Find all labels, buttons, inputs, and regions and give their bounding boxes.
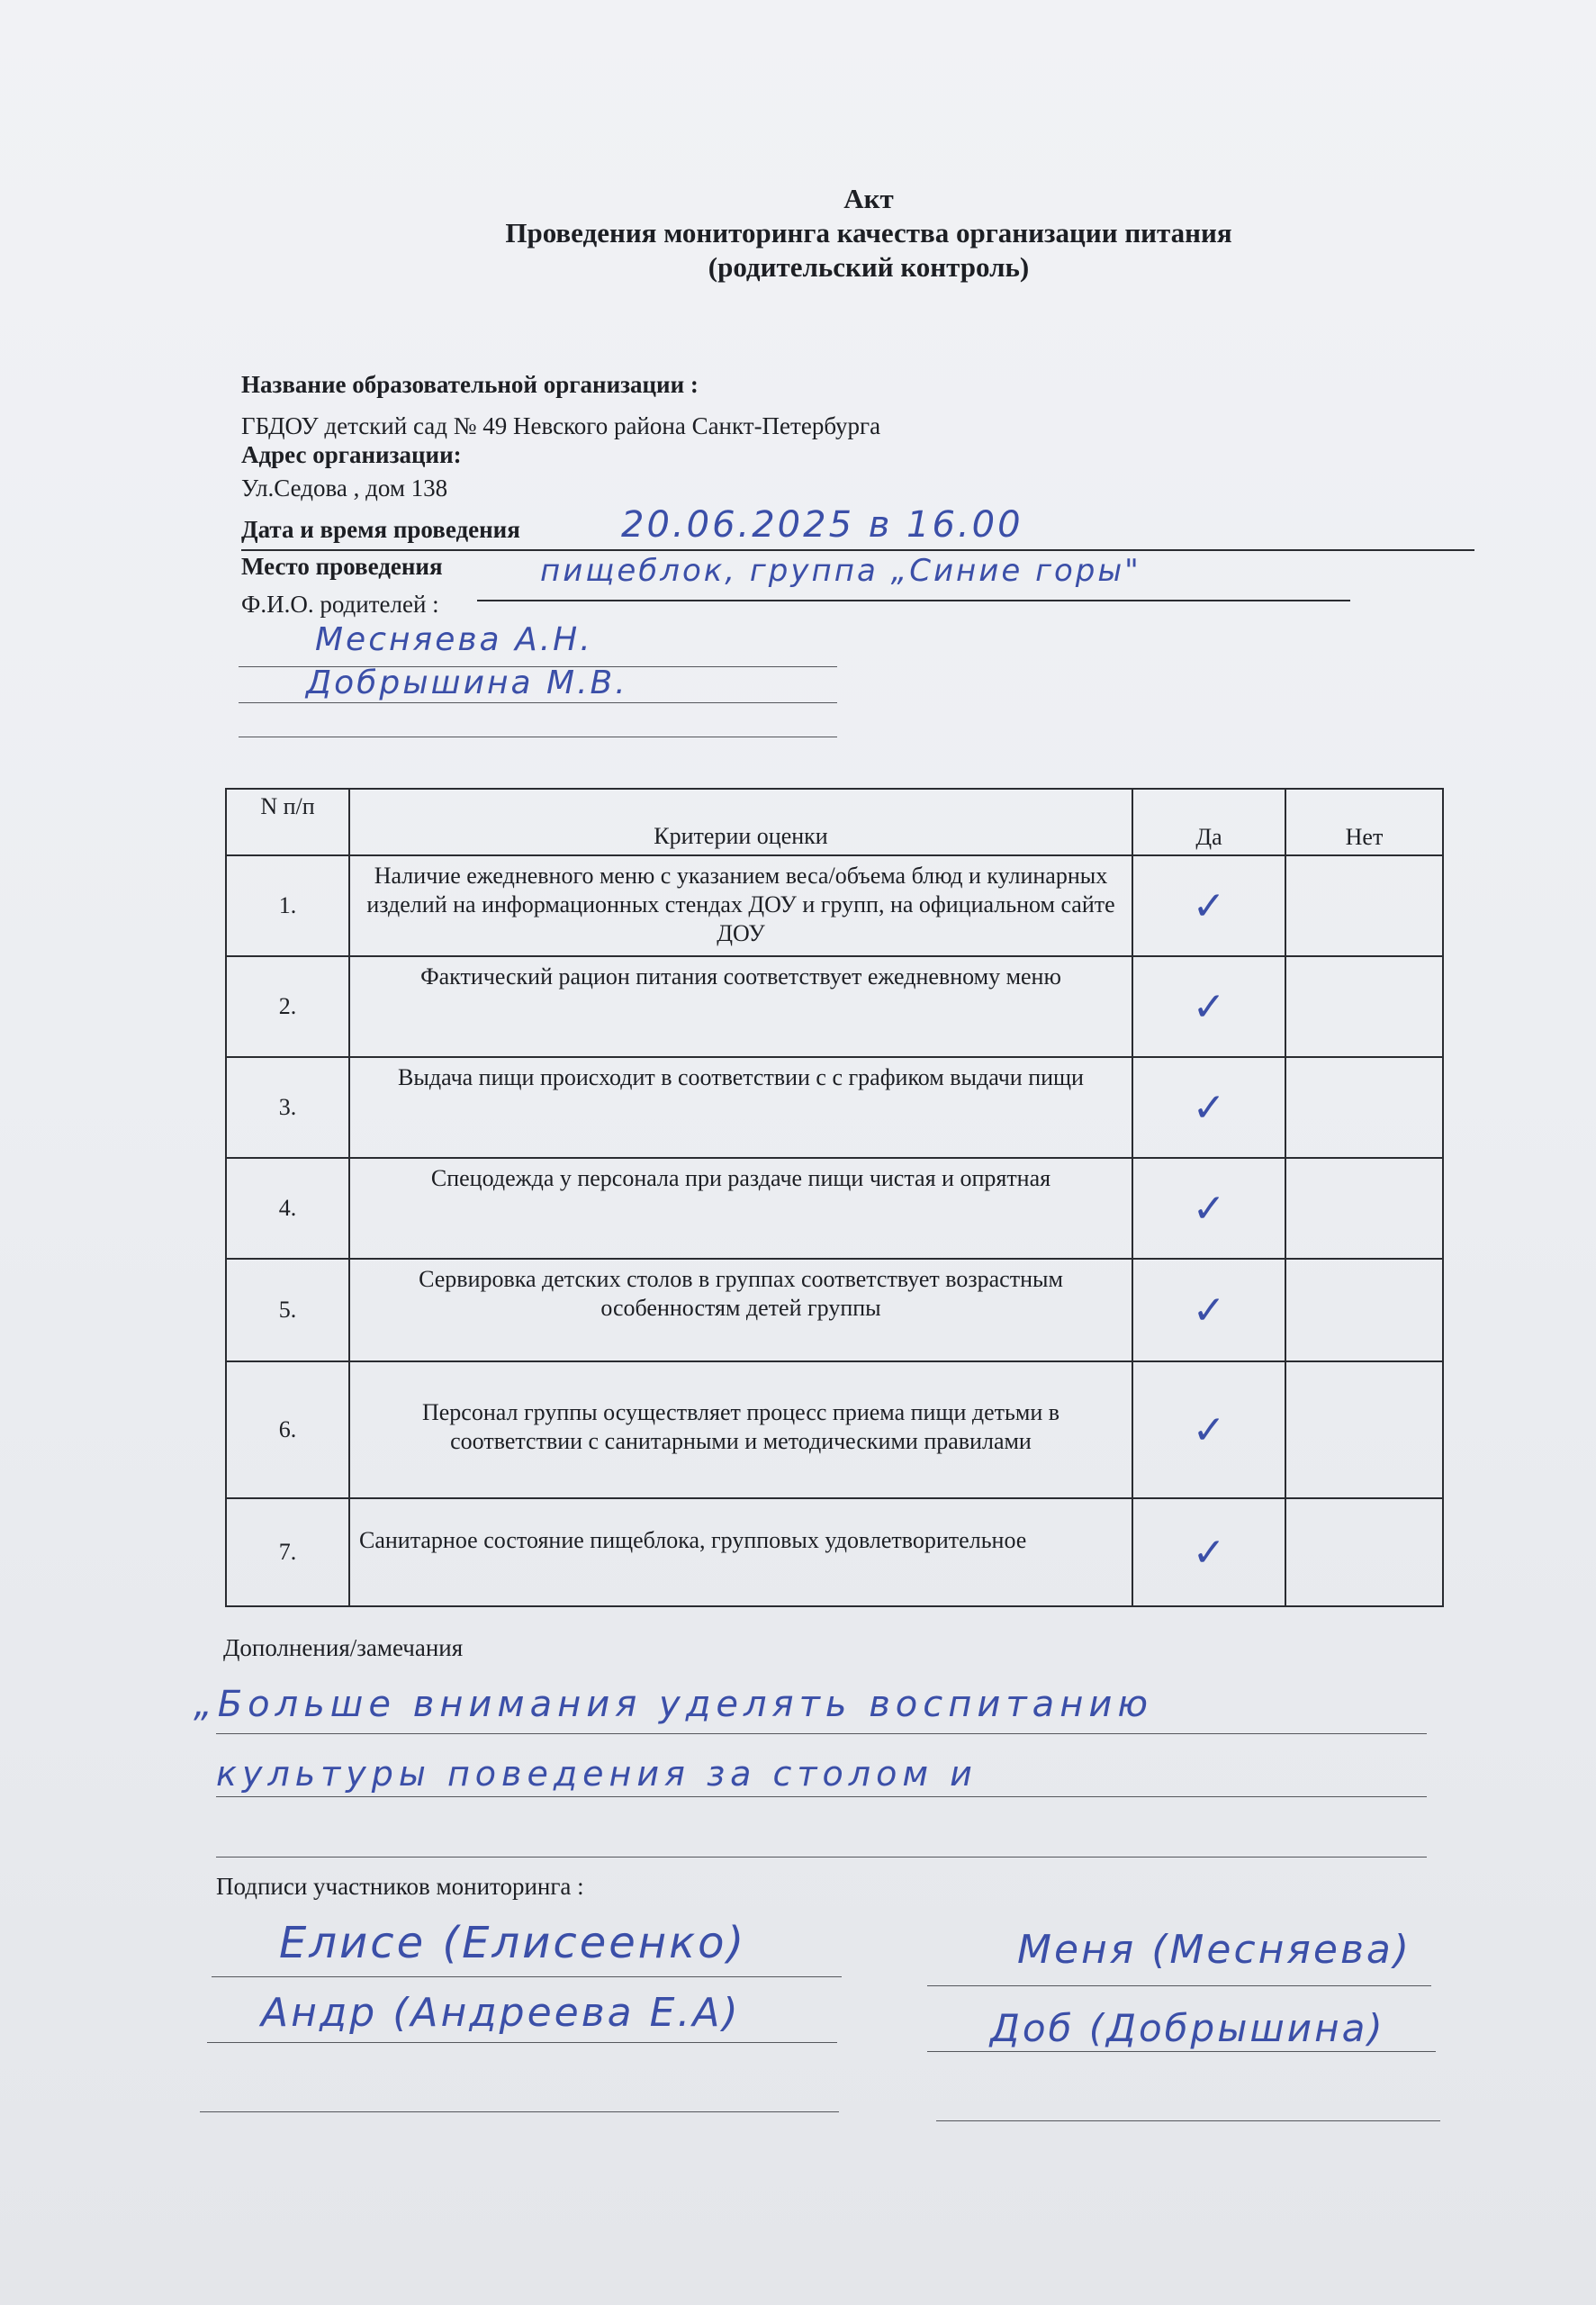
notes-line-1: „Больше внимания уделять воспитанию: [194, 1684, 1154, 1725]
org-address-value: Ул.Седова , дом 138: [241, 475, 448, 502]
header-number: N п/п: [227, 790, 350, 854]
org-address-label: Адрес организации:: [241, 441, 462, 468]
table-row: [227, 1058, 1442, 1159]
signature-rule-left-2: [207, 2042, 837, 2043]
row-number: 4.: [227, 1159, 350, 1258]
checkmark-icon: ✓: [1192, 1084, 1226, 1131]
criteria-table: [225, 788, 1444, 1607]
parent-name-2: Добрышина М.В.: [306, 664, 628, 701]
parent-name-1: Месняева А.Н.: [315, 621, 593, 658]
row-criterion: Наличие ежедневного меню с указанием веса/объема блюд и кулинарных изделий на информационных стендах ДОУ и групп, на официальном сайте ДОУ: [350, 856, 1133, 955]
checkmark-icon: ✓: [1192, 1185, 1226, 1232]
table-row: [227, 1159, 1442, 1260]
checkmark-icon: ✓: [1192, 1529, 1226, 1576]
row-criterion: Персонал группы осуществляет процесс приема пищи детьми в соответствии с санитарными и методическими правилами: [350, 1362, 1133, 1497]
header-criteria: Критерии оценки: [350, 790, 1133, 854]
checkmark-icon: ✓: [1192, 1406, 1226, 1453]
notes-rule-3: [216, 1857, 1427, 1858]
row-criterion: Сервировка детских столов в группах соответствует возрастным особенностям детей группы: [350, 1260, 1133, 1360]
notes-line-2: культуры поведения за столом и: [216, 1754, 978, 1794]
signature-rule-left-3: [200, 2111, 839, 2112]
title-line-2: Проведения мониторинга качества организации питания: [505, 217, 1232, 249]
row-number: 7.: [227, 1499, 350, 1605]
table-row: [227, 1362, 1442, 1499]
row-no-cell: [1286, 1362, 1442, 1497]
row-number: 6.: [227, 1362, 350, 1497]
datetime-rule: [241, 549, 1474, 551]
checkmark-icon: ✓: [1192, 882, 1226, 929]
row-number: 1.: [227, 856, 350, 955]
row-number: 5.: [227, 1260, 350, 1360]
signature-right-2: Доб (Добрышина): [990, 2006, 1385, 2050]
org-name-value: ГБДОУ детский сад № 49 Невского района Санкт-Петербурга: [241, 412, 881, 439]
notes-label: Дополнения/замечания: [223, 1634, 464, 1661]
header-no: Нет: [1345, 824, 1384, 850]
datetime-value: 20.06.2025 в 16.00: [621, 504, 1023, 546]
place-label: Место проведения: [241, 553, 443, 580]
signature-rule-right-3: [936, 2120, 1440, 2121]
checkmark-icon: ✓: [1192, 1287, 1226, 1333]
row-no-cell: [1286, 856, 1442, 955]
notes-rule-2: [216, 1796, 1427, 1797]
title-line-1: Акт: [843, 183, 894, 214]
row-no-cell: [1286, 1159, 1442, 1258]
place-rule: [477, 600, 1350, 601]
notes-rule-1: [216, 1733, 1427, 1734]
signature-right-1: Меня (Месняева): [1017, 1927, 1412, 1973]
signature-rule-right-1: [927, 1985, 1431, 1986]
signature-rule-right-2: [927, 2051, 1436, 2052]
document-title: [270, 182, 1467, 285]
place-value: пищеблок, группа „Синие горы": [540, 553, 1141, 589]
signature-left-2: Андр (Андреева Е.А): [261, 1990, 741, 2036]
header-yes: Да: [1133, 790, 1286, 854]
title-line-3: (родительский контроль): [708, 251, 1030, 283]
row-criterion: Санитарное состояние пищеблока, групповых удовлетворительное: [350, 1499, 1133, 1605]
row-no-cell: [1286, 957, 1442, 1056]
org-name-label: Название образовательной организации :: [241, 371, 699, 398]
datetime-label: Дата и время проведения: [241, 516, 520, 543]
table-header: [227, 790, 1442, 856]
row-number: 2.: [227, 957, 350, 1056]
table-row: [227, 856, 1442, 957]
table-row: [227, 1260, 1442, 1362]
signatures-label: Подписи участников мониторинга :: [216, 1873, 584, 1900]
table-row: [227, 1499, 1442, 1605]
parents-label: Ф.И.О. родителей :: [241, 591, 439, 618]
row-no-cell: [1286, 1260, 1442, 1360]
checkmark-icon: ✓: [1192, 983, 1226, 1030]
row-criterion: Фактический рацион питания соответствует ежедневному меню: [350, 957, 1133, 1056]
row-number: 3.: [227, 1058, 350, 1157]
signature-rule-left-1: [212, 1976, 842, 1977]
signature-left-1: Елисе (Елисеенко): [279, 1918, 747, 1968]
table-row: [227, 957, 1442, 1058]
row-no-cell: [1286, 1058, 1442, 1157]
row-no-cell: [1286, 1499, 1442, 1605]
row-criterion: Спецодежда у персонала при раздаче пищи чистая и опрятная: [350, 1159, 1133, 1258]
row-criterion: Выдача пищи происходит в соответствии с с графиком выдачи пищи: [350, 1058, 1133, 1157]
parents-line-2: [239, 702, 837, 703]
